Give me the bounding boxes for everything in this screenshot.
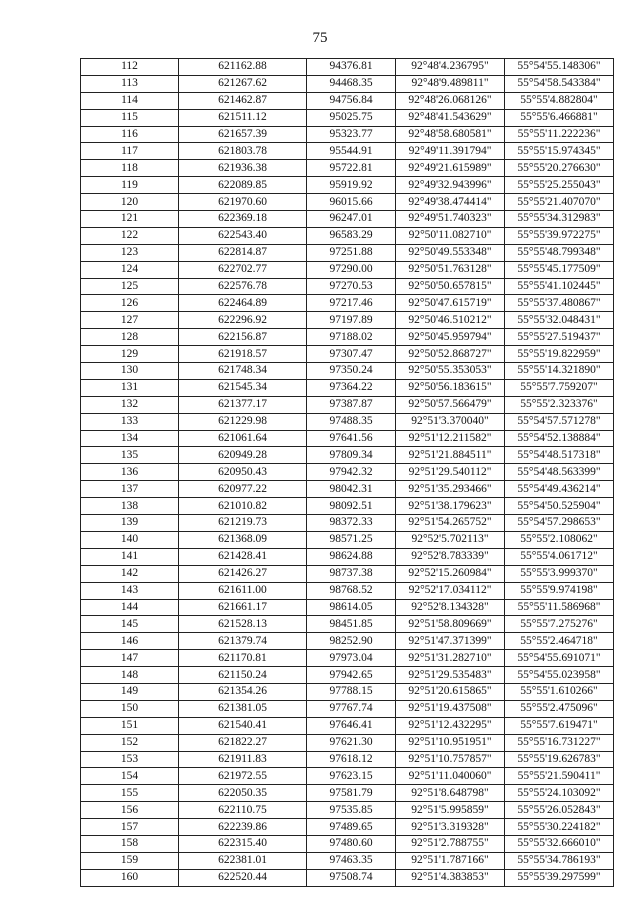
point-number-cell: 150: [81, 700, 179, 717]
x-coordinate-cell: 622814.87: [179, 244, 307, 261]
table-row: [81, 143, 614, 160]
point-number-cell: 152: [81, 734, 179, 751]
latitude-cell: 55°55'34.312983": [505, 211, 614, 228]
longitude-cell: 92°49'38.474414": [396, 194, 505, 211]
latitude-cell: 55°55'4.882804": [505, 92, 614, 109]
table-row: [81, 363, 614, 380]
x-coordinate-cell: 622110.75: [179, 802, 307, 819]
point-number-cell: 113: [81, 75, 179, 92]
latitude-cell: 55°55'1.610266": [505, 683, 614, 700]
table-row: [81, 700, 614, 717]
latitude-cell: 55°55'27.519437": [505, 329, 614, 346]
longitude-cell: 92°51'12.432295": [396, 717, 505, 734]
y-coordinate-cell: 98571.25: [307, 531, 396, 548]
x-coordinate-cell: 622543.40: [179, 227, 307, 244]
x-coordinate-cell: 621162.88: [179, 59, 307, 76]
x-coordinate-cell: 621803.78: [179, 143, 307, 160]
point-number-cell: 134: [81, 430, 179, 447]
y-coordinate-cell: 97618.12: [307, 751, 396, 768]
x-coordinate-cell: 621381.05: [179, 700, 307, 717]
y-coordinate-cell: 98614.05: [307, 599, 396, 616]
table-row: [81, 683, 614, 700]
y-coordinate-cell: 95323.77: [307, 126, 396, 143]
latitude-cell: 55°55'25.255043": [505, 177, 614, 194]
point-number-cell: 124: [81, 261, 179, 278]
x-coordinate-cell: 621061.64: [179, 430, 307, 447]
longitude-cell: 92°51'58.809669": [396, 616, 505, 633]
x-coordinate-cell: 621379.74: [179, 633, 307, 650]
longitude-cell: 92°51'54.265752": [396, 515, 505, 532]
latitude-cell: 55°54'58.543384": [505, 75, 614, 92]
x-coordinate-cell: 622381.01: [179, 852, 307, 869]
y-coordinate-cell: 97508.74: [307, 869, 396, 886]
latitude-cell: 55°55'39.297599": [505, 869, 614, 886]
latitude-cell: 55°55'45.177509": [505, 261, 614, 278]
latitude-cell: 55°55'6.466881": [505, 109, 614, 126]
point-number-cell: 116: [81, 126, 179, 143]
x-coordinate-cell: 621545.34: [179, 379, 307, 396]
y-coordinate-cell: 97290.00: [307, 261, 396, 278]
table-row: [81, 126, 614, 143]
x-coordinate-cell: 621936.38: [179, 160, 307, 177]
y-coordinate-cell: 98737.38: [307, 565, 396, 582]
table-row: [81, 582, 614, 599]
point-number-cell: 159: [81, 852, 179, 869]
longitude-cell: 92°49'32.943996": [396, 177, 505, 194]
table-row: [81, 531, 614, 548]
y-coordinate-cell: 97489.65: [307, 819, 396, 836]
longitude-cell: 92°51'19.437508": [396, 700, 505, 717]
point-number-cell: 141: [81, 548, 179, 565]
longitude-cell: 92°51'10.951951": [396, 734, 505, 751]
y-coordinate-cell: 98768.52: [307, 582, 396, 599]
longitude-cell: 92°50'47.615719": [396, 295, 505, 312]
y-coordinate-cell: 97217.46: [307, 295, 396, 312]
latitude-cell: 55°55'20.276630": [505, 160, 614, 177]
longitude-cell: 92°51'29.535483": [396, 667, 505, 684]
longitude-cell: 92°48'4.236795": [396, 59, 505, 76]
longitude-cell: 92°50'52.868727": [396, 346, 505, 363]
y-coordinate-cell: 94756.84: [307, 92, 396, 109]
latitude-cell: 55°55'41.102445": [505, 278, 614, 295]
x-coordinate-cell: 622576.78: [179, 278, 307, 295]
longitude-cell: 92°50'49.553348": [396, 244, 505, 261]
x-coordinate-cell: 622315.40: [179, 835, 307, 852]
table-row: [81, 599, 614, 616]
table-row: [81, 565, 614, 582]
latitude-cell: 55°55'21.590411": [505, 768, 614, 785]
table-row: [81, 633, 614, 650]
latitude-cell: 55°55'2.323376": [505, 396, 614, 413]
latitude-cell: 55°55'15.974345": [505, 143, 614, 160]
latitude-cell: 55°55'34.786193": [505, 852, 614, 869]
point-number-cell: 128: [81, 329, 179, 346]
point-number-cell: 146: [81, 633, 179, 650]
table-row: [81, 244, 614, 261]
point-number-cell: 135: [81, 447, 179, 464]
longitude-cell: 92°51'3.319328": [396, 819, 505, 836]
table-row: [81, 869, 614, 886]
point-number-cell: 147: [81, 650, 179, 667]
longitude-cell: 92°52'15.260984": [396, 565, 505, 582]
y-coordinate-cell: 95025.75: [307, 109, 396, 126]
point-number-cell: 114: [81, 92, 179, 109]
longitude-cell: 92°51'10.757857": [396, 751, 505, 768]
y-coordinate-cell: 97463.35: [307, 852, 396, 869]
table-row: [81, 194, 614, 211]
y-coordinate-cell: 97488.35: [307, 413, 396, 430]
y-coordinate-cell: 95544.91: [307, 143, 396, 160]
longitude-cell: 92°49'11.391794": [396, 143, 505, 160]
latitude-cell: 55°55'39.972275": [505, 227, 614, 244]
x-coordinate-cell: 621170.81: [179, 650, 307, 667]
point-number-cell: 112: [81, 59, 179, 76]
x-coordinate-cell: 620950.43: [179, 464, 307, 481]
y-coordinate-cell: 97387.87: [307, 396, 396, 413]
table-row: [81, 312, 614, 329]
table-row: [81, 278, 614, 295]
latitude-cell: 55°54'55.023958": [505, 667, 614, 684]
table-row: [81, 295, 614, 312]
longitude-cell: 92°50'51.763128": [396, 261, 505, 278]
x-coordinate-cell: 621462.87: [179, 92, 307, 109]
point-number-cell: 145: [81, 616, 179, 633]
longitude-cell: 92°51'11.040060": [396, 768, 505, 785]
latitude-cell: 55°55'11.586968": [505, 599, 614, 616]
table-body: [81, 59, 614, 887]
longitude-cell: 92°51'4.383853": [396, 869, 505, 886]
longitude-cell: 92°51'3.370040": [396, 413, 505, 430]
x-coordinate-cell: 621657.39: [179, 126, 307, 143]
y-coordinate-cell: 96583.29: [307, 227, 396, 244]
point-number-cell: 158: [81, 835, 179, 852]
x-coordinate-cell: 621354.26: [179, 683, 307, 700]
longitude-cell: 92°51'35.293466": [396, 481, 505, 498]
table-row: [81, 717, 614, 734]
point-number-cell: 130: [81, 363, 179, 380]
latitude-cell: 55°55'4.061712": [505, 548, 614, 565]
x-coordinate-cell: 622520.44: [179, 869, 307, 886]
point-number-cell: 139: [81, 515, 179, 532]
x-coordinate-cell: 622369.18: [179, 211, 307, 228]
y-coordinate-cell: 97942.32: [307, 464, 396, 481]
longitude-cell: 92°48'9.489811": [396, 75, 505, 92]
latitude-cell: 55°54'57.298653": [505, 515, 614, 532]
latitude-cell: 55°54'52.138884": [505, 430, 614, 447]
table-row: [81, 852, 614, 869]
point-number-cell: 144: [81, 599, 179, 616]
longitude-cell: 92°52'5.702113": [396, 531, 505, 548]
latitude-cell: 55°55'9.974198": [505, 582, 614, 599]
point-number-cell: 136: [81, 464, 179, 481]
y-coordinate-cell: 98092.51: [307, 498, 396, 515]
y-coordinate-cell: 97646.41: [307, 717, 396, 734]
y-coordinate-cell: 95919.92: [307, 177, 396, 194]
latitude-cell: 55°54'50.525904": [505, 498, 614, 515]
y-coordinate-cell: 97623.15: [307, 768, 396, 785]
x-coordinate-cell: 622702.77: [179, 261, 307, 278]
table-row: [81, 177, 614, 194]
latitude-cell: 55°55'37.480867": [505, 295, 614, 312]
y-coordinate-cell: 97788.15: [307, 683, 396, 700]
x-coordinate-cell: 621267.62: [179, 75, 307, 92]
longitude-cell: 92°51'5.995859": [396, 802, 505, 819]
longitude-cell: 92°50'11.082710": [396, 227, 505, 244]
longitude-cell: 92°50'55.353053": [396, 363, 505, 380]
x-coordinate-cell: 620949.28: [179, 447, 307, 464]
y-coordinate-cell: 97621.30: [307, 734, 396, 751]
table-row: [81, 515, 614, 532]
point-number-cell: 121: [81, 211, 179, 228]
latitude-cell: 55°55'16.731227": [505, 734, 614, 751]
latitude-cell: 55°55'48.799348": [505, 244, 614, 261]
latitude-cell: 55°55'2.464718": [505, 633, 614, 650]
table-row: [81, 447, 614, 464]
longitude-cell: 92°50'45.959794": [396, 329, 505, 346]
latitude-cell: 55°54'55.691071": [505, 650, 614, 667]
table-row: [81, 751, 614, 768]
longitude-cell: 92°52'8.783339": [396, 548, 505, 565]
x-coordinate-cell: 622156.87: [179, 329, 307, 346]
longitude-cell: 92°51'20.615865": [396, 683, 505, 700]
latitude-cell: 55°54'49.436214": [505, 481, 614, 498]
point-number-cell: 126: [81, 295, 179, 312]
x-coordinate-cell: 621229.98: [179, 413, 307, 430]
y-coordinate-cell: 97197.89: [307, 312, 396, 329]
point-number-cell: 123: [81, 244, 179, 261]
latitude-cell: 55°55'7.275276": [505, 616, 614, 633]
x-coordinate-cell: 621426.27: [179, 565, 307, 582]
x-coordinate-cell: 621661.17: [179, 599, 307, 616]
table-row: [81, 819, 614, 836]
point-number-cell: 157: [81, 819, 179, 836]
point-number-cell: 117: [81, 143, 179, 160]
table-row: [81, 346, 614, 363]
x-coordinate-cell: 621511.12: [179, 109, 307, 126]
table-row: [81, 667, 614, 684]
point-number-cell: 149: [81, 683, 179, 700]
table-row: [81, 785, 614, 802]
table-row: [81, 75, 614, 92]
point-number-cell: 132: [81, 396, 179, 413]
longitude-cell: 92°51'8.648798": [396, 785, 505, 802]
longitude-cell: 92°49'21.615989": [396, 160, 505, 177]
latitude-cell: 55°55'19.626783": [505, 751, 614, 768]
longitude-cell: 92°51'1.787166": [396, 852, 505, 869]
table-row: [81, 548, 614, 565]
table-row: [81, 109, 614, 126]
latitude-cell: 55°54'55.148306": [505, 59, 614, 76]
table-row: [81, 481, 614, 498]
latitude-cell: 55°55'3.999370": [505, 565, 614, 582]
longitude-cell: 92°51'21.884511": [396, 447, 505, 464]
table-row: [81, 227, 614, 244]
longitude-cell: 92°52'17.034112": [396, 582, 505, 599]
point-number-cell: 142: [81, 565, 179, 582]
point-number-cell: 155: [81, 785, 179, 802]
point-number-cell: 127: [81, 312, 179, 329]
x-coordinate-cell: 621540.41: [179, 717, 307, 734]
y-coordinate-cell: 97641.56: [307, 430, 396, 447]
latitude-cell: 55°55'32.666010": [505, 835, 614, 852]
point-number-cell: 120: [81, 194, 179, 211]
y-coordinate-cell: 97942.65: [307, 667, 396, 684]
latitude-cell: 55°55'30.224182": [505, 819, 614, 836]
latitude-cell: 55°55'7.619471": [505, 717, 614, 734]
longitude-cell: 92°51'38.179623": [396, 498, 505, 515]
longitude-cell: 92°49'51.740323": [396, 211, 505, 228]
point-number-cell: 156: [81, 802, 179, 819]
longitude-cell: 92°51'29.540112": [396, 464, 505, 481]
x-coordinate-cell: 621377.17: [179, 396, 307, 413]
x-coordinate-cell: 621972.55: [179, 768, 307, 785]
latitude-cell: 55°55'7.759207": [505, 379, 614, 396]
y-coordinate-cell: 97535.85: [307, 802, 396, 819]
latitude-cell: 55°55'21.407070": [505, 194, 614, 211]
y-coordinate-cell: 94468.35: [307, 75, 396, 92]
x-coordinate-cell: 621970.60: [179, 194, 307, 211]
page-number: 75: [312, 30, 328, 46]
table-row: [81, 498, 614, 515]
x-coordinate-cell: 622239.86: [179, 819, 307, 836]
longitude-cell: 92°51'2.788755": [396, 835, 505, 852]
x-coordinate-cell: 622464.89: [179, 295, 307, 312]
point-number-cell: 122: [81, 227, 179, 244]
x-coordinate-cell: 621528.13: [179, 616, 307, 633]
point-number-cell: 154: [81, 768, 179, 785]
latitude-cell: 55°55'2.475096": [505, 700, 614, 717]
y-coordinate-cell: 94376.81: [307, 59, 396, 76]
latitude-cell: 55°54'57.571278": [505, 413, 614, 430]
y-coordinate-cell: 97307.47: [307, 346, 396, 363]
latitude-cell: 55°55'32.048431": [505, 312, 614, 329]
x-coordinate-cell: 621911.83: [179, 751, 307, 768]
longitude-cell: 92°48'26.068126": [396, 92, 505, 109]
y-coordinate-cell: 97188.02: [307, 329, 396, 346]
x-coordinate-cell: 621428.41: [179, 548, 307, 565]
y-coordinate-cell: 97767.74: [307, 700, 396, 717]
x-coordinate-cell: 621368.09: [179, 531, 307, 548]
x-coordinate-cell: 622050.35: [179, 785, 307, 802]
y-coordinate-cell: 97581.79: [307, 785, 396, 802]
latitude-cell: 55°55'19.822959": [505, 346, 614, 363]
table-row: [81, 734, 614, 751]
x-coordinate-cell: 620977.22: [179, 481, 307, 498]
y-coordinate-cell: 98451.85: [307, 616, 396, 633]
y-coordinate-cell: 97251.88: [307, 244, 396, 261]
table-row: [81, 261, 614, 278]
latitude-cell: 55°55'26.052843": [505, 802, 614, 819]
table-row: [81, 768, 614, 785]
x-coordinate-cell: 621010.82: [179, 498, 307, 515]
point-number-cell: 151: [81, 717, 179, 734]
point-number-cell: 131: [81, 379, 179, 396]
table-row: [81, 802, 614, 819]
y-coordinate-cell: 95722.81: [307, 160, 396, 177]
table-row: [81, 160, 614, 177]
latitude-cell: 55°55'14.321890": [505, 363, 614, 380]
point-number-cell: 160: [81, 869, 179, 886]
point-number-cell: 125: [81, 278, 179, 295]
longitude-cell: 92°50'50.657815": [396, 278, 505, 295]
point-number-cell: 133: [81, 413, 179, 430]
table-row: [81, 464, 614, 481]
y-coordinate-cell: 97270.53: [307, 278, 396, 295]
table-row: [81, 329, 614, 346]
point-number-cell: 148: [81, 667, 179, 684]
y-coordinate-cell: 97364.22: [307, 379, 396, 396]
y-coordinate-cell: 97809.34: [307, 447, 396, 464]
y-coordinate-cell: 98252.90: [307, 633, 396, 650]
y-coordinate-cell: 98372.33: [307, 515, 396, 532]
latitude-cell: 55°54'48.563399": [505, 464, 614, 481]
x-coordinate-cell: 621611.00: [179, 582, 307, 599]
latitude-cell: 55°55'24.103092": [505, 785, 614, 802]
x-coordinate-cell: 621748.34: [179, 363, 307, 380]
table-row: [81, 211, 614, 228]
x-coordinate-cell: 622296.92: [179, 312, 307, 329]
latitude-cell: 55°54'48.517318": [505, 447, 614, 464]
latitude-cell: 55°55'2.108062": [505, 531, 614, 548]
table-row: [81, 616, 614, 633]
longitude-cell: 92°51'31.282710": [396, 650, 505, 667]
point-number-cell: 118: [81, 160, 179, 177]
y-coordinate-cell: 97973.04: [307, 650, 396, 667]
table-row: [81, 59, 614, 76]
x-coordinate-cell: 621822.27: [179, 734, 307, 751]
longitude-cell: 92°51'12.211582": [396, 430, 505, 447]
latitude-cell: 55°55'11.222236": [505, 126, 614, 143]
x-coordinate-cell: 621150.24: [179, 667, 307, 684]
table-row: [81, 379, 614, 396]
longitude-cell: 92°50'57.566479": [396, 396, 505, 413]
table-row: [81, 413, 614, 430]
longitude-cell: 92°50'46.510212": [396, 312, 505, 329]
x-coordinate-cell: 622089.85: [179, 177, 307, 194]
table-row: [81, 396, 614, 413]
point-number-cell: 138: [81, 498, 179, 515]
point-number-cell: 119: [81, 177, 179, 194]
y-coordinate-cell: 98042.31: [307, 481, 396, 498]
y-coordinate-cell: 97480.60: [307, 835, 396, 852]
table-row: [81, 650, 614, 667]
point-number-cell: 129: [81, 346, 179, 363]
table-row: [81, 430, 614, 447]
point-number-cell: 140: [81, 531, 179, 548]
point-number-cell: 137: [81, 481, 179, 498]
longitude-cell: 92°51'47.371399": [396, 633, 505, 650]
y-coordinate-cell: 96247.01: [307, 211, 396, 228]
y-coordinate-cell: 96015.66: [307, 194, 396, 211]
table-row: [81, 835, 614, 852]
y-coordinate-cell: 98624.88: [307, 548, 396, 565]
longitude-cell: 92°48'41.543629": [396, 109, 505, 126]
point-number-cell: 143: [81, 582, 179, 599]
x-coordinate-cell: 621918.57: [179, 346, 307, 363]
longitude-cell: 92°50'56.183615": [396, 379, 505, 396]
longitude-cell: 92°48'58.680581": [396, 126, 505, 143]
x-coordinate-cell: 621219.73: [179, 515, 307, 532]
table-row: [81, 92, 614, 109]
longitude-cell: 92°52'8.134328": [396, 599, 505, 616]
point-number-cell: 115: [81, 109, 179, 126]
point-number-cell: 153: [81, 751, 179, 768]
coordinates-table: [80, 58, 614, 887]
y-coordinate-cell: 97350.24: [307, 363, 396, 380]
